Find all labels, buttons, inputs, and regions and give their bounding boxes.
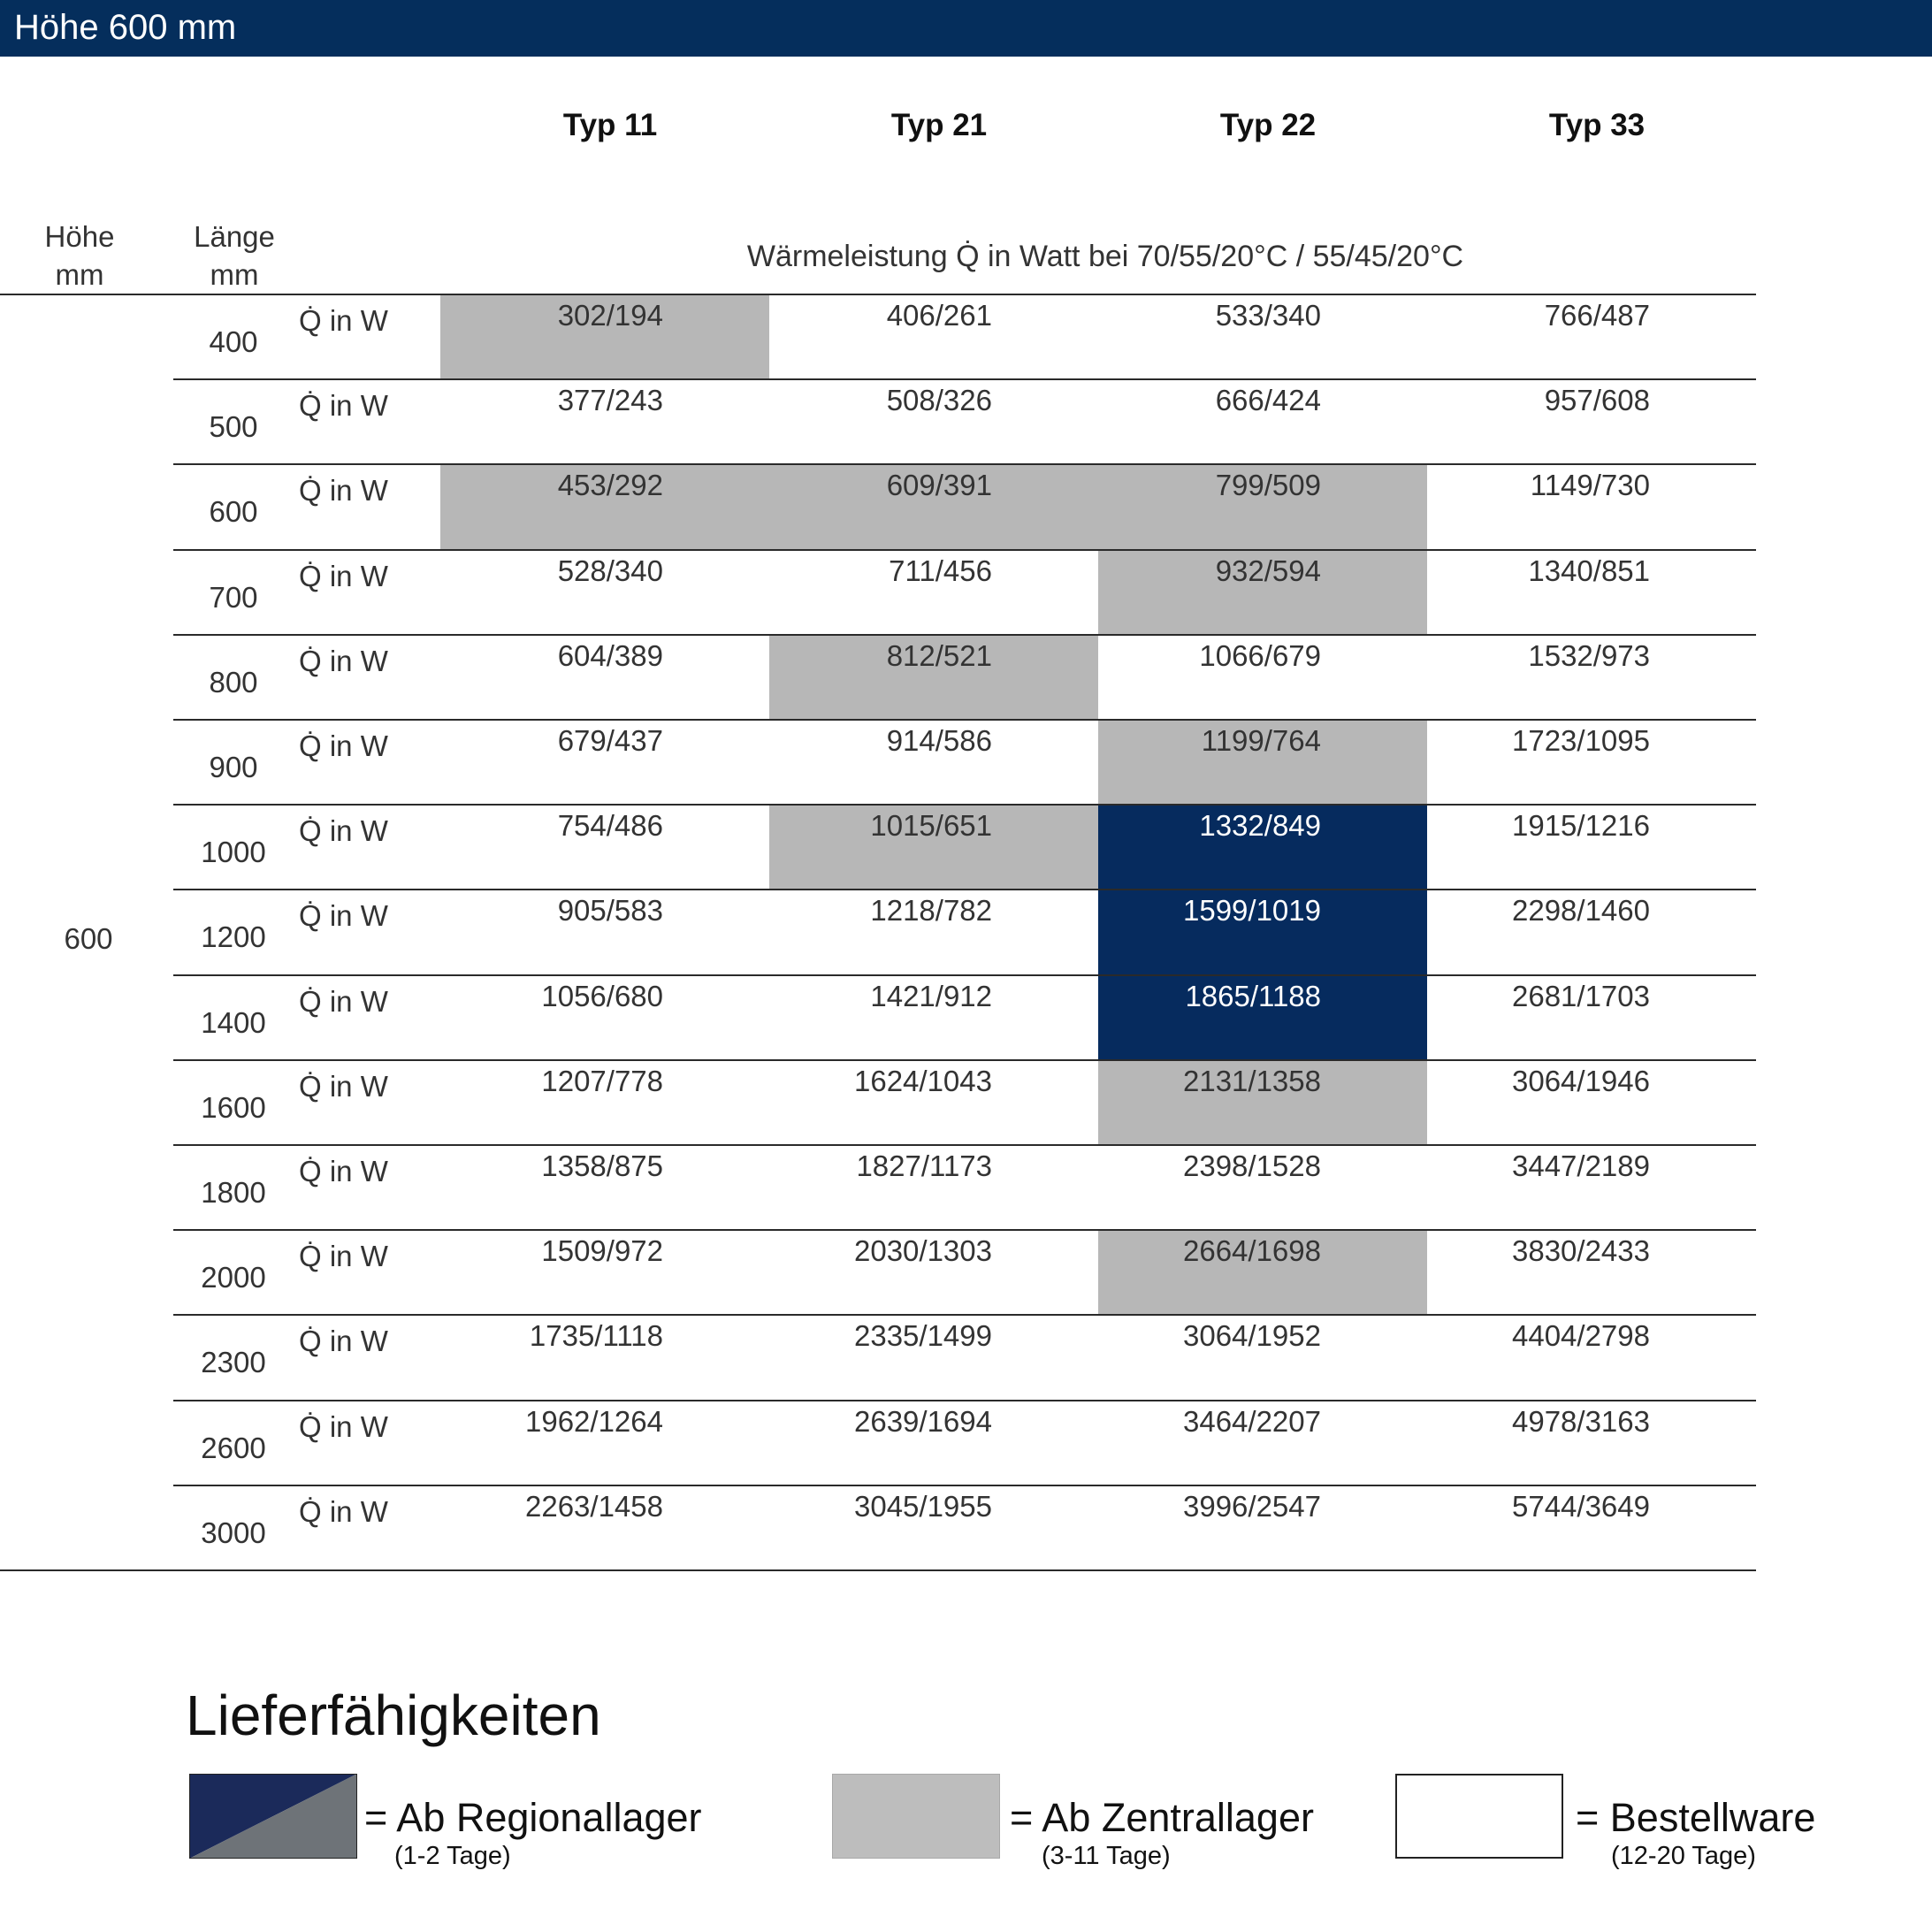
table-cell-value: 609/391 — [886, 469, 992, 502]
table-cell-value: 3064/1946 — [1512, 1064, 1650, 1097]
table-cell-value: 453/292 — [557, 469, 663, 502]
legend-note-zentral: (3-11 Tage) — [1042, 1842, 1171, 1870]
row-unit-label: Q̇ in W — [299, 1155, 388, 1187]
row-length: 1000 — [201, 836, 266, 869]
row-unit-label: Q̇ in W — [299, 984, 388, 1018]
laenge-header — [177, 218, 292, 294]
row-divider — [173, 974, 1756, 976]
table-cell-value: 1358/875 — [541, 1149, 663, 1182]
table-cell-value: 1827/1173 — [856, 1149, 992, 1182]
row-unit-label: Q̇ in W — [299, 1069, 388, 1103]
hoehe-header-label: Höhe — [44, 220, 115, 253]
table-cell-value: 1199/764 — [1201, 724, 1321, 757]
legend-swatch-bestell — [1395, 1774, 1563, 1859]
table-cell-value: 2263/1458 — [525, 1489, 663, 1523]
table-subtitle: Wärmeleistung Q̇ in Watt bei 70/55/20°C / 55/45/20°C — [746, 240, 1464, 273]
table-cell-value: 302/194 — [557, 299, 663, 332]
table-cell-value: 812/521 — [886, 638, 992, 672]
table-cell-value: 4404/2798 — [1512, 1319, 1650, 1353]
table-cell-value: 1340/851 — [1528, 554, 1650, 587]
row-unit-label: Q̇ in W — [299, 389, 388, 423]
row-divider — [173, 889, 1756, 890]
table-cell-value: 766/487 — [1544, 299, 1650, 332]
column-header-typ-21: Typ 21 — [890, 108, 988, 142]
page-title: Höhe 600 mm — [14, 8, 237, 47]
table-cell-value: 1962/1264 — [525, 1404, 663, 1438]
table-cell-value: 2030/1303 — [854, 1234, 992, 1268]
row-unit-label: Q̇ in W — [299, 899, 388, 933]
row-unit-label: Q̇ in W — [299, 814, 388, 848]
row-divider — [173, 1314, 1756, 1316]
table-cell-value: 679/437 — [557, 724, 663, 757]
row-unit-label: Q̇ in W — [299, 1494, 388, 1528]
table-top-rule — [0, 294, 1756, 295]
height-value: 600 — [64, 922, 113, 955]
table-cell-value: 2639/1694 — [854, 1404, 992, 1438]
row-unit-label: Q̇ in W — [299, 644, 388, 677]
table-cell-value: 799/509 — [1215, 469, 1321, 502]
row-length: 1600 — [201, 1090, 266, 1124]
table-cell-value: 1915/1216 — [1512, 809, 1650, 843]
row-divider — [173, 1485, 1756, 1486]
table-cell-value: 3064/1952 — [1183, 1319, 1321, 1353]
table-cell-value: 377/243 — [557, 384, 663, 417]
table-bottom-rule — [0, 1569, 1756, 1571]
table-cell-value: 2131/1358 — [1183, 1064, 1321, 1097]
legend-label-bestell: = Bestellware — [1576, 1795, 1816, 1840]
table-cell-value: 2681/1703 — [1512, 979, 1650, 1012]
table-cell-value: 533/340 — [1215, 299, 1321, 332]
table-cell-value: 2335/1499 — [854, 1319, 992, 1353]
row-length: 700 — [209, 580, 258, 614]
row-divider — [173, 1144, 1756, 1146]
table-cell-value: 932/594 — [1215, 554, 1321, 587]
column-header-typ-22: Typ 22 — [1219, 108, 1317, 142]
table-cell-value: 3447/2189 — [1512, 1149, 1650, 1182]
row-length: 1200 — [201, 920, 266, 954]
legend-swatch-zentral — [832, 1774, 1000, 1859]
legend-swatch-regional — [189, 1774, 357, 1859]
table-cell-value: 1509/972 — [541, 1234, 663, 1268]
row-unit-label: Q̇ in W — [299, 474, 388, 508]
table-cell-value: 604/389 — [557, 638, 663, 672]
row-unit-label: Q̇ in W — [299, 559, 388, 592]
legend-note-regional: (1-2 Tage) — [394, 1842, 511, 1870]
table-cell-value: 3045/1955 — [854, 1489, 992, 1523]
legend-title: Lieferfähigkeiten — [186, 1684, 601, 1747]
table-cell-value: 1723/1095 — [1512, 724, 1650, 757]
row-length: 500 — [209, 410, 258, 444]
table-cell-value: 2398/1528 — [1183, 1149, 1321, 1182]
table-cell-value: 905/583 — [557, 894, 663, 928]
row-length: 3000 — [201, 1516, 266, 1549]
table-cell-value: 1865/1188 — [1185, 979, 1321, 1012]
table-cell-value: 406/261 — [886, 299, 992, 332]
table-cell-value: 528/340 — [557, 554, 663, 587]
hoehe-header — [27, 218, 133, 294]
table-cell-value: 3996/2547 — [1183, 1489, 1321, 1523]
table-cell-value: 1056/680 — [541, 979, 663, 1012]
table-cell-value: 914/586 — [886, 724, 992, 757]
row-length: 2300 — [201, 1346, 266, 1379]
row-divider — [173, 378, 1756, 380]
table-cell-value: 4978/3163 — [1512, 1404, 1650, 1438]
table-cell-value: 1066/679 — [1199, 638, 1321, 672]
legend-label-regional: = Ab Regionallager — [364, 1795, 702, 1840]
column-header-typ-33: Typ 33 — [1548, 108, 1646, 142]
row-length: 800 — [209, 665, 258, 699]
hoehe-header-unit: mm — [55, 258, 104, 291]
table-cell-value: 711/456 — [889, 554, 992, 587]
laenge-header-label: Länge — [194, 220, 275, 253]
table-cell-value: 1015/651 — [870, 809, 992, 843]
table-cell-value: 1532/973 — [1528, 638, 1650, 672]
row-length: 600 — [209, 495, 258, 529]
row-unit-label: Q̇ in W — [299, 1409, 388, 1443]
table-cell-value: 957/608 — [1544, 384, 1650, 417]
legend-note-bestell: (12-20 Tage) — [1611, 1842, 1756, 1870]
row-unit-label: Q̇ in W — [299, 1325, 388, 1358]
table-cell-value: 666/424 — [1215, 384, 1321, 417]
table-cell-value: 754/486 — [557, 809, 663, 843]
table-cell-value: 2664/1698 — [1183, 1234, 1321, 1268]
header-bar — [0, 0, 1932, 57]
row-unit-label: Q̇ in W — [299, 304, 388, 337]
table-cell-value: 3464/2207 — [1183, 1404, 1321, 1438]
table-cell-value: 1624/1043 — [854, 1064, 992, 1097]
table-cell-value: 1207/778 — [541, 1064, 663, 1097]
row-divider — [173, 1229, 1756, 1231]
table-cell-value: 5744/3649 — [1512, 1489, 1650, 1523]
row-divider — [173, 719, 1756, 721]
row-unit-label: Q̇ in W — [299, 729, 388, 762]
table-cell-value: 1149/730 — [1530, 469, 1650, 502]
table-cell-value: 508/326 — [886, 384, 992, 417]
table-cell-value: 3830/2433 — [1512, 1234, 1650, 1268]
table-cell-value: 2298/1460 — [1512, 894, 1650, 928]
table-cell-value: 1332/849 — [1199, 809, 1321, 843]
row-length: 900 — [209, 751, 258, 783]
row-unit-label: Q̇ in W — [299, 1240, 388, 1273]
row-divider — [173, 1400, 1756, 1401]
row-divider — [173, 549, 1756, 551]
row-length: 1400 — [201, 1005, 266, 1039]
laenge-header-unit: mm — [210, 258, 259, 291]
legend-label-zentral: = Ab Zentrallager — [1010, 1795, 1314, 1840]
row-length: 1800 — [201, 1176, 266, 1209]
row-length: 400 — [209, 325, 258, 358]
row-divider — [173, 1059, 1756, 1061]
row-length: 2000 — [201, 1261, 266, 1294]
table-cell-value: 1735/1118 — [529, 1319, 663, 1353]
table-cell-value: 1218/782 — [870, 894, 992, 928]
column-header-typ-11: Typ 11 — [562, 108, 658, 142]
table-cell-value: 1599/1019 — [1183, 894, 1321, 928]
row-length: 2600 — [201, 1431, 266, 1464]
table-cell-value: 1421/912 — [870, 979, 992, 1012]
